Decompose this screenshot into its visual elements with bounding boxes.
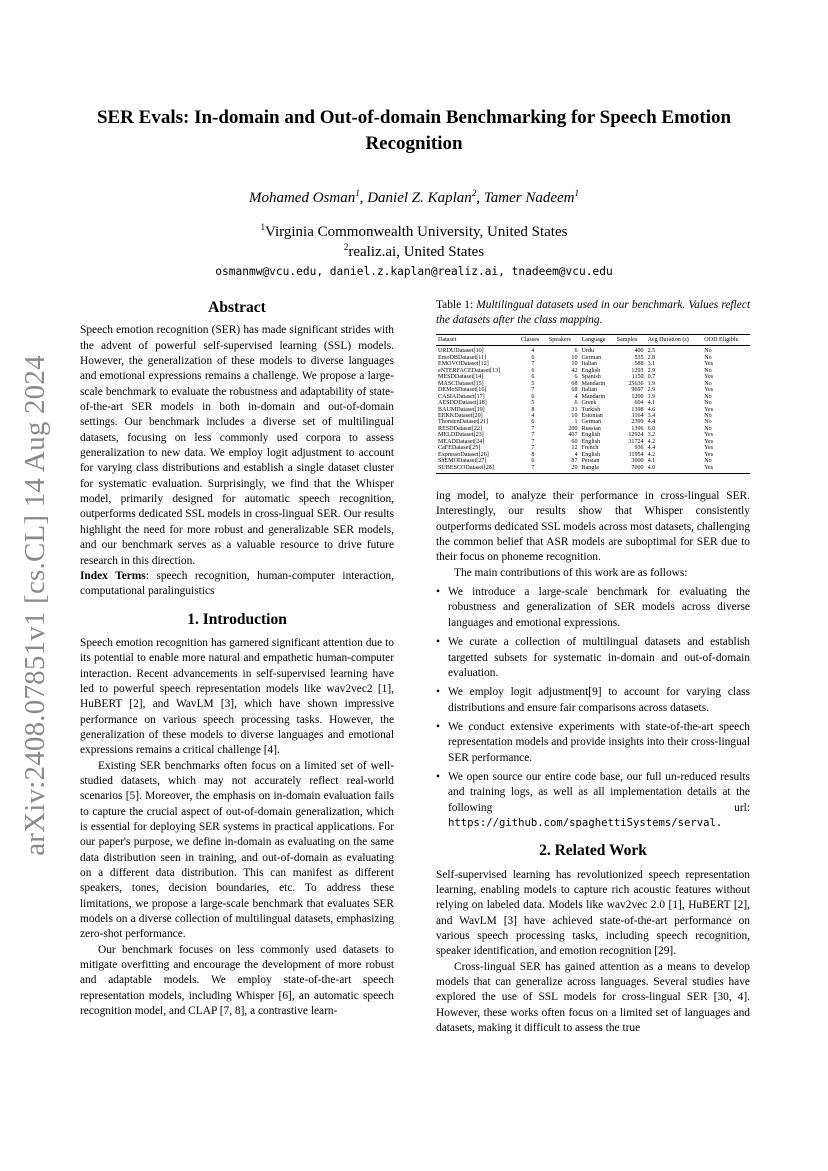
list-item-text: We curate a collection of multilingual datasets and establish targetted subsets for systematic in-domain and out-of-domain evaluation. <box>448 636 750 679</box>
list-item <box>436 685 750 716</box>
abstract-text: Speech emotion recognition (SER) has made significant strides with the advent of powerful self-supervised learning (SSL) models. However, the generalization of these models to diverse languages and emotional expressions remains a challenge. We propose a large-scale benchmark to evaluate the robustness and adaptability of state-of-the-art SER models in both in-domain and out-of-domain settings. Our benchmark includes a diverse set of multilingual datasets, focusing on less commonly used corpora to assess generalization to new data. We employ logit adjustment to account for varying class distributions and establish a single dataset cluster for systematic evaluation. Surprisingly, we find that the Whisper model, primarily designed for automatic speech recognition, outperforms dedicated SSL models in cross-lingual SER. Our results highlight the need for more robust and generalizable SER models, and our benchmark serves as a valuable resource to drive future research in this direction. <box>80 324 394 567</box>
table-cell-ood-eligible: No <box>704 400 712 407</box>
affiliation-name: Virginia Commonwealth University, United States <box>265 224 568 240</box>
table-cell-ood-eligible: No <box>704 393 712 400</box>
table-header-col-language: Language <box>580 335 615 346</box>
bullet-icon: • <box>436 586 440 599</box>
table-cell-ood-eligible: Yes <box>704 374 714 381</box>
related-paragraph-2: Cross-lingual SER has gained attention as a means to develop models that can generalize across languages. Several studies have explored the use of SSL models for cross-lingual SER [30, 4]. However, these works often focus on a limited set of languages and datasets, making it difficult to assess the true <box>436 960 750 1035</box>
left-column <box>80 298 394 1019</box>
intro-paragraph-3: Our benchmark focuses on less commonly used datasets to mitigate overfitting and encourage the development of more robust and adaptable models. We employ state-of-the-art speech representation models, including Whisper [6], an automatic speech recognition model, and CLAP [7, 8], a contrastive learn- <box>80 943 394 1018</box>
table-cell-speakers: 60 <box>571 438 578 445</box>
table-cell-classes: 6 <box>531 367 535 374</box>
table-cell-speakers: 20 <box>571 464 578 471</box>
dataset-table <box>436 334 750 474</box>
list-item <box>436 585 750 631</box>
list-item <box>436 635 750 681</box>
table-cell-classes: 6 <box>531 354 535 361</box>
table-cell-avg-duration: 4.0 <box>647 464 656 471</box>
table-cell-ood-eligible: Yes <box>704 451 714 458</box>
table-cell-dataset: AESDDDataset[18] <box>438 400 487 407</box>
bullet-icon: • <box>436 720 440 733</box>
table-cell-classes: 5 <box>531 380 535 387</box>
list-item-text: We open source our entire code base, our full un-reduced results and training logs, as well as all implementation details at the following url: <box>448 770 750 814</box>
list-item-text: We employ logit adjustment[9] to account for varying class distributions and ensure fair comparisons across datasets. <box>448 686 750 714</box>
table-cell-language: Turkish <box>581 406 601 413</box>
table-cell-dataset: MEADDataset[24] <box>438 438 485 445</box>
table-cell-samples: 1396 <box>631 425 644 432</box>
table-cell-language: German <box>581 419 602 426</box>
table-cell-speakers: 4 <box>574 451 578 458</box>
table-cell-samples: 11954 <box>628 451 644 458</box>
table-cell-ood-eligible: No <box>704 425 712 432</box>
table-cell-speakers: 10 <box>571 354 578 361</box>
list-item-text: We conduct extensive experiments with state-of-the-art speech representation models and provide insights into their cross-lingual SER performance. <box>448 720 750 764</box>
table-cell-language: Mandarin <box>581 380 606 387</box>
table-cell-language: Spanish <box>581 374 601 381</box>
arxiv-identifier: arXiv:2408.07851v1 [cs.CL] 14 Aug 2024 <box>18 354 51 856</box>
table-cell-dataset: DEMoSDataset[16] <box>438 387 487 394</box>
table-header-col-speakers: Speakers <box>547 335 580 346</box>
table-cell-ood-eligible: No <box>704 348 712 355</box>
author-name: Tamer Nadeem <box>483 190 575 206</box>
table-cell-avg-duration: 2.9 <box>647 367 656 374</box>
table-caption-text: Multilingual datasets used in our benchmark. Values reflect the datasets after the class mapping. <box>436 299 751 326</box>
related-work-heading: 2. Related Work <box>539 842 647 860</box>
table-cell-speakers: 6 <box>574 348 578 355</box>
list-item <box>436 720 750 766</box>
table-cell-classes: 6 <box>531 419 535 426</box>
table-cell-language: English <box>581 367 601 374</box>
table-cell-samples: 1200 <box>631 393 644 400</box>
table-cell-classes: 8 <box>531 406 535 413</box>
affiliation <box>80 224 748 241</box>
table-header-col-classes: Classes <box>519 335 547 346</box>
right-column <box>436 298 750 1036</box>
affiliation-name: realiz.ai, United States <box>348 244 485 260</box>
table-cell-speakers: 10 <box>571 412 578 419</box>
table-cell-speakers: 200 <box>568 425 578 432</box>
table-cell-dataset: ShEMODataset[27] <box>438 458 487 465</box>
table-caption <box>436 298 750 328</box>
table-cell-samples: 588 <box>634 361 644 368</box>
author-name: Mohamed Osman <box>248 190 356 206</box>
table-cell-ood-eligible: No <box>704 458 712 465</box>
table-cell-ood-eligible: No <box>704 380 712 387</box>
table-cell-ood-eligible: Yes <box>704 361 714 368</box>
table-cell-classes: 7 <box>531 425 535 432</box>
table-cell-samples: 1164 <box>631 412 644 419</box>
table-cell-samples: 1398 <box>631 406 644 413</box>
introduction-heading: 1. Introduction <box>187 610 287 628</box>
table-header-col-samples: Samples <box>615 335 646 346</box>
table-cell-samples: 12924 <box>628 432 644 439</box>
table-cell-samples: 535 <box>634 354 644 361</box>
table-cell-samples: 1150 <box>631 374 644 381</box>
table-cell-speakers: 87 <box>571 458 578 465</box>
table-cell-language: Russian <box>581 425 601 432</box>
table-cell-ood-eligible: No <box>704 419 712 426</box>
table-cell-speakers: 31 <box>571 406 578 413</box>
table-cell-avg-duration: 4.4 <box>647 445 656 452</box>
table-cell-samples: 7000 <box>631 464 644 471</box>
bullet-icon: • <box>436 636 440 649</box>
table-cell-samples: 25636 <box>628 380 644 387</box>
author-list <box>80 190 748 207</box>
bullet-icon: • <box>436 686 440 699</box>
contributions-intro: The main contributions of this work are as follows: <box>454 566 688 579</box>
table-cell-classes: 7 <box>531 387 535 394</box>
table-cell-ood-eligible: No <box>704 412 712 419</box>
table-cell-language: Italian <box>581 387 598 394</box>
table-row <box>436 465 750 474</box>
table-cell-language: French <box>581 445 599 452</box>
table-cell-speakers: 68 <box>571 380 578 387</box>
affiliation <box>80 244 748 261</box>
table-cell-speakers: 4 <box>574 393 578 400</box>
intro-paragraph-2: Existing SER benchmarks often focus on a limited set of well-studied datasets, which may not accurately reflect real-world scenarios [5]. Moreover, the emphasis on in-domain evaluation fails to capture the crucial aspect of out-of-domain generalization, which is essential for deploying SER systems in practical applications. For our paper's purpose, we define in-domain as evaluating on the same data distribution seen in training, and out-of-domain as evaluating on a different data distribution. This can manifest as different speakers, tones, decision boundaries, etc. To address these limitations, we propose a large-scale benchmark that evaluates SER models on a diverse collection of multilingual datasets, emphasizing zero-shot performance. <box>80 759 394 941</box>
intro-paragraph-1: Speech emotion recognition has garnered significant attention due to its potential to enable more natural and empathetic human-computer interaction. Recent advancements in self-supervised learning have led to powerful speech representation models like wav2vec2 [1], HuBERT [2], and WavLM [3], which have shown impressive performance on various speech processing tasks. However, the generalization of these models to diverse languages and emotional expressions remains a critical challenge [4]. <box>80 636 394 757</box>
table-cell-ood-eligible: Yes <box>704 432 714 439</box>
table-cell-language: Urdu <box>581 348 595 355</box>
table-cell-dataset: ExpressoDataset[26] <box>438 451 489 458</box>
arxiv-side-stamp <box>10 350 60 860</box>
table-cell-dataset: EEKKDataset[20] <box>438 412 483 419</box>
table-cell-samples: 31724 <box>628 438 644 445</box>
table-cell-speakers: 1 <box>574 419 578 426</box>
table-cell-language: Bangla <box>581 464 599 471</box>
table-cell-avg-duration: 1.9 <box>647 380 656 387</box>
table-cell-ood-eligible: Yes <box>704 406 714 413</box>
table-cell-language: English <box>581 432 601 439</box>
table-cell-avg-duration: 4.1 <box>647 400 656 407</box>
list-item-text: We introduce a large-scale benchmark for evaluating the robustness and generalization of SER models across diverse languages and emotional expressions. <box>448 586 750 629</box>
paper-title: SER Evals: In-domain and Out-of-domain Benchmarking for Speech Emotion Recognition <box>96 107 732 154</box>
table-cell-language: Mandarin <box>581 393 606 400</box>
table-cell-avg-duration: 2.8 <box>647 354 656 361</box>
table-cell-dataset: MELDDataset[23] <box>438 432 484 439</box>
table-cell-dataset: BAUMDataset[19] <box>438 406 485 413</box>
table-cell-ood-eligible: No <box>704 354 712 361</box>
table-cell-classes: 8 <box>531 451 535 458</box>
table-cell-language: Estonian <box>581 412 603 419</box>
table-cell-classes: 7 <box>531 361 535 368</box>
table-cell-language: German <box>581 354 602 361</box>
table-cell-language: Italian <box>581 361 598 368</box>
table-cell-avg-duration: 4.1 <box>647 458 656 465</box>
table-cell-ood-eligible: Yes <box>704 387 714 394</box>
table-cell-classes: 7 <box>531 464 535 471</box>
table-cell-samples: 604 <box>634 400 644 407</box>
author-separator: , <box>476 190 484 206</box>
table-cell-classes: 6 <box>531 374 535 381</box>
table-cell-language: Greek <box>581 400 597 407</box>
table-cell-avg-duration: 0.7 <box>647 374 656 381</box>
table-cell-speakers: 68 <box>571 387 578 394</box>
related-paragraph-1: Self-supervised learning has revolutionized speech representation learning, enabling models to capture rich acoustic features without relying on labeled data. Models like wav2vec 2.0 [1], HuBERT [2], and WavLM [3] have achieved state-of-the-art performance on various speech processing tasks, including speech recognition, speaker identification, and emotion recognition [29]. <box>436 868 750 958</box>
table-cell-dataset: eNTERFACEDataset[13] <box>438 367 501 374</box>
table-cell-classes: 5 <box>531 400 535 407</box>
table-cell-speakers: 42 <box>571 367 578 374</box>
table-cell-avg-duration: 2.9 <box>647 387 656 394</box>
author-affiliation-mark: 1 <box>355 188 360 198</box>
table-cell-samples: 9697 <box>631 387 644 394</box>
author-name: Daniel Z. Kaplan <box>367 190 472 206</box>
abstract-heading: Abstract <box>208 299 266 316</box>
table-cell-dataset: EMOVODataset[12] <box>438 361 489 368</box>
table-cell-dataset: EmoDBDataset[11] <box>438 354 487 361</box>
table-cell-avg-duration: 4.4 <box>647 419 656 426</box>
table-cell-dataset: SUBESCODataset[28] <box>438 464 494 471</box>
table-cell-classes: 6 <box>531 458 535 465</box>
table-cell-classes: 6 <box>531 393 535 400</box>
table-cell-avg-duration: 1.9 <box>647 393 656 400</box>
table-cell-speakers: 6 <box>574 400 578 407</box>
author-affiliation-mark: 2 <box>471 188 477 198</box>
dataset-table-container <box>436 334 750 474</box>
table-cell-classes: 4 <box>531 348 535 355</box>
author-emails: osmanmw@vcu.edu, daniel.z.kaplan@realiz.ai, tnadeem@vcu.edu <box>215 265 613 278</box>
table-cell-samples: 1293 <box>631 367 644 374</box>
table-header-col-ood-eligible: OOD Eligible <box>702 335 750 346</box>
table-cell-avg-duration: 3.2 <box>647 432 656 439</box>
table-cell-classes: 4 <box>531 412 535 419</box>
table-cell-samples: 3000 <box>631 458 644 465</box>
table-cell-language: English <box>581 438 601 445</box>
table-cell-dataset: ThorstenDataset[21] <box>438 419 489 426</box>
author-affiliation-mark: 1 <box>574 188 580 198</box>
table-cell-language: Persian <box>581 458 600 465</box>
table-cell-speakers: 12 <box>571 445 578 452</box>
table-cell-avg-duration: 6.0 <box>647 425 656 432</box>
bullet-icon: • <box>436 770 440 783</box>
table-label: Table 1: <box>436 299 474 311</box>
table-cell-dataset: MASCDataset[15] <box>438 380 484 387</box>
table-cell-dataset: MESDDataset[14] <box>438 374 484 381</box>
table-cell-classes: 7 <box>531 438 535 445</box>
table-cell-classes: 7 <box>531 432 535 439</box>
affiliation-number: 2 <box>343 242 349 252</box>
intro-paragraph-3-continued: ing model, to analyze their performance in cross-lingual SER. Interestingly, our results show that Whisper consistently outperforms dedicated SSL models across most datasets, challenging the common belief that ASR models are suboptimal for SER due to their focus on phoneme recognition. <box>436 490 751 564</box>
table-header-col-dataset: Dataset <box>436 335 519 346</box>
table-cell-dataset: URDUDataset[10] <box>438 348 484 355</box>
table-cell-speakers: 10 <box>571 361 578 368</box>
table-cell-samples: 2399 <box>631 419 644 426</box>
table-cell-ood-eligible: Yes <box>704 445 714 452</box>
contributions-list <box>436 585 750 831</box>
table-header-row <box>436 335 750 346</box>
table-cell-avg-duration: 4.6 <box>647 406 656 413</box>
affiliation-number: 1 <box>260 222 266 232</box>
table-cell-ood-eligible: Yes <box>704 464 714 471</box>
table-row <box>436 346 750 355</box>
table-cell-avg-duration: 4.2 <box>647 451 656 458</box>
table-cell-ood-eligible: Yes <box>704 438 714 445</box>
index-terms-text: : speech recognition, human-computer interaction, computational paralinguistics <box>80 569 394 598</box>
table-cell-avg-duration: 4.2 <box>647 438 656 445</box>
table-cell-samples: 936 <box>634 445 644 452</box>
repository-link[interactable]: https://github.com/spaghettiSystems/serval. <box>448 816 723 829</box>
index-terms <box>80 569 394 600</box>
table-cell-speakers: 407 <box>568 432 578 439</box>
table-cell-classes: 7 <box>531 445 535 452</box>
table-cell-avg-duration: 3.1 <box>647 361 656 368</box>
table-cell-samples: 400 <box>634 348 644 355</box>
table-cell-dataset: CaFEDataset[25] <box>438 445 481 452</box>
table-cell-dataset: CASIADataset[17] <box>438 393 485 400</box>
table-cell-avg-duration: 3.4 <box>647 412 656 419</box>
table-cell-language: English <box>581 451 601 458</box>
table-header-col-avg-duration: Avg Duration (s) <box>646 335 703 346</box>
list-item <box>436 770 750 831</box>
table-cell-ood-eligible: No <box>704 367 712 374</box>
index-terms-label: Index Terms <box>80 569 146 582</box>
table-cell-speakers: 6 <box>574 374 578 381</box>
table-cell-dataset: RESDDataset[22] <box>438 425 483 432</box>
author-separator: , <box>359 190 368 206</box>
table-cell-avg-duration: 2.5 <box>647 348 656 355</box>
